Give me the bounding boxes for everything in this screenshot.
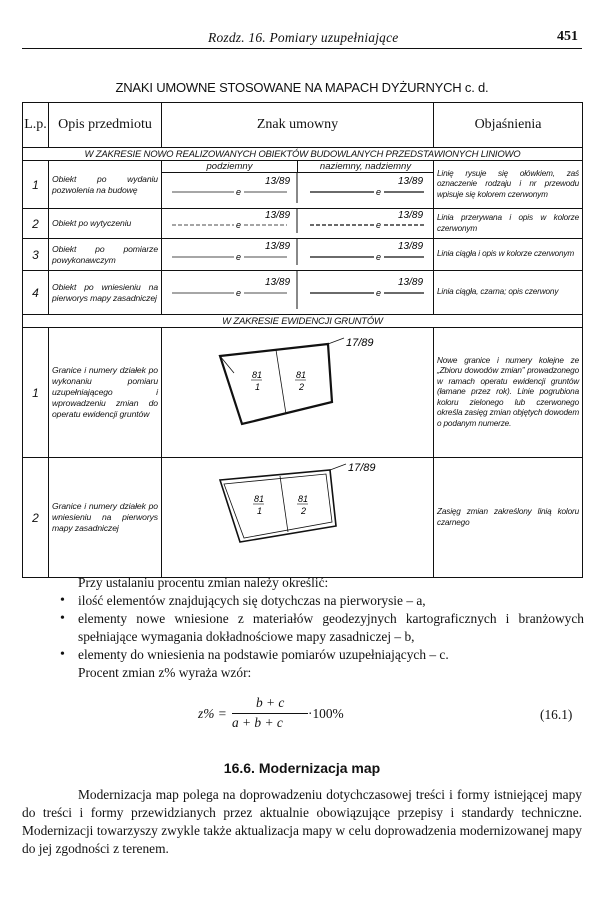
utility-letter: e [236,252,242,262]
code-label: 13/89 [265,176,291,187]
line-symbol [162,209,434,233]
section-row [23,315,583,328]
page-number: 451 [557,29,578,44]
formula [198,695,378,735]
table-row [23,239,583,271]
list-item: • elementy do wniesienia na podstawie pomiarów uzupełniających – c. [60,646,584,664]
parcel-number: 1 [255,382,261,392]
line-symbol [162,239,434,265]
column-header: Opis przedmiotu [49,103,162,148]
parcel-number: 81 [296,370,307,380]
section-heading: 16.6. Modernizacja map [223,760,381,776]
parcel-symbol [162,328,434,452]
utility-letter: e [376,288,382,298]
sub-header-cell [162,161,434,173]
table-row [23,328,583,458]
parcel-number: 2 [301,506,307,516]
table-row [23,161,583,173]
list-item: • ilość elementów znajdujących się dotychczas na pierworysie – a, [60,592,584,610]
row-number: 4 [23,271,49,315]
row-explanation: Linia przerywana i opis w kolorze czerwonym [434,209,583,239]
list-item: • elementy nowe wniesione z materiałów geodezyjnych kartograficznych i branżowych spełniające wymagania dokładnościowe mapy zasadniczej – b, [60,610,584,646]
line-symbol [162,173,434,203]
code-label: 13/89 [265,277,291,288]
row-description: Obiekt po wytyczeniu [49,209,162,239]
row-description: Obiekt po wniesieniu na pierworys mapy zasadniczej [49,271,162,315]
parcel-number: 81 [298,494,309,504]
symbol-cell [162,173,434,209]
change-number: 17/89 [346,337,374,349]
section-row [23,148,583,161]
formula-numerator: b + c [256,695,285,710]
row-number: 2 [23,458,49,578]
table-header-row [23,103,583,148]
body-paragraph: Modernizacja map polega na doprowadzeniu dotychczasowej treści i formy istniejącej mapy do treści i formy przewidzianych przez aktualnie obowiązujące przepisy i standardy techniczne. Modernizacji towarzyszy zwykle także aktualizacja mapy w celu doprowadzenia modernizowanej mapy do jej zgodności z terenem. [22,787,582,856]
table-row [23,458,583,578]
formula-intro: Procent zmian z% wyraża wzór: [78,665,252,680]
leader-line [328,338,344,344]
utility-letter: e [376,220,382,230]
formula-rhs: ·100% [308,706,344,721]
parcel-boundary [220,470,336,542]
sub-header-underground: podziemny [162,161,298,172]
row-explanation: Nowe granice i numery kolejne ze „Zbioru dowodów zmian” prowadzonego w ramach operatu ewidencji gruntów (łamane przez rok). Linie pogrubiona koloru zielonego lub czerwonego określa zasięg zmian objętych dowodem o podanym numerze. [434,328,583,458]
bullet-list [60,592,584,664]
row-explanation: Linia ciągła i opis w kolorze czerwonym [434,239,583,271]
code-label: 13/89 [398,277,424,288]
code-label: 13/89 [398,210,424,221]
parcel-number: 81 [254,494,265,504]
row-explanation: Linia ciągła, czarna; opis czerwony [434,271,583,315]
row-number: 3 [23,239,49,271]
symbol-cell [162,458,434,578]
intro-text: Przy ustalaniu procentu zmian należy określić: [78,575,329,590]
row-description: Granice i numery działek po wykonaniu pomiaru uzupełniającego i wprowadzeniu zmian do operatu ewidencji gruntów [49,328,162,458]
parcel-number: 1 [257,506,263,516]
fraction-line [232,713,308,714]
utility-letter: e [236,187,242,197]
section-title: W ZAKRESIE EWIDENCJI GRUNTÓW [23,315,583,328]
parcel-boundary [220,344,332,424]
parcel-division-line [280,476,288,532]
row-number: 2 [23,209,49,239]
symbol-cell [162,271,434,315]
utility-letter: e [236,288,242,298]
row-explanation: Zasięg zmian zakreślony linią koloru czarnego [434,458,583,578]
sub-header-overground: naziemny, nadziemny [319,161,412,172]
line-symbol [162,271,434,309]
symbol-cell [162,209,434,239]
table-row [23,209,583,239]
row-number: 1 [23,328,49,458]
code-label: 13/89 [265,241,291,252]
column-header: Objaśnienia [434,103,583,148]
chapter-title: Rozdz. 16. Pomiary uzupełniające [208,30,399,45]
column-header: L.p. [23,103,49,148]
column-header: Znak umowny [162,103,434,148]
code-label: 13/89 [398,241,424,252]
symbols-table [22,102,583,578]
equation-number: (16.1) [540,707,573,722]
parcel-division-line [276,350,286,414]
formula-denominator: a + b + c [232,715,283,730]
code-label: 13/89 [265,210,291,221]
leader-line [330,464,346,470]
table-title: ZNAKI UMOWNE STOSOWANE NA MAPACH DYŻURNYCH c. d. [115,80,489,95]
symbol-cell [162,239,434,271]
symbol-cell [162,328,434,458]
table-row [23,271,583,315]
running-header [22,28,582,49]
formula-lhs: z% = [198,706,227,721]
change-number: 17/89 [348,462,376,474]
parcel-boundary-inner [224,474,332,538]
row-description: Obiekt po pomiarze powykonawczym [49,239,162,271]
row-number: 1 [23,161,49,209]
parcel-number: 2 [299,382,305,392]
code-label: 13/89 [398,176,424,187]
utility-letter: e [376,187,382,197]
section-title: W ZAKRESIE NOWO REALIZOWANYCH OBIEKTÓW BUDOWLANYCH PRZEDSTAWIONYCH LINIOWO [23,148,583,161]
parcel-number: 81 [252,370,263,380]
row-explanation: Linię rysuje się ołówkiem, zaś oznaczenie rodzaju i nr przewodu wpisuje się kolorem czerwonym [434,161,583,209]
row-description: Granice i numery działek po wniesieniu na pierworys mapy zasadniczej [49,458,162,578]
row-description: Obiekt po wydaniu pozwolenia na budowę [49,161,162,209]
parcel-symbol [162,458,434,572]
utility-letter: e [236,220,242,230]
utility-letter: e [376,252,382,262]
